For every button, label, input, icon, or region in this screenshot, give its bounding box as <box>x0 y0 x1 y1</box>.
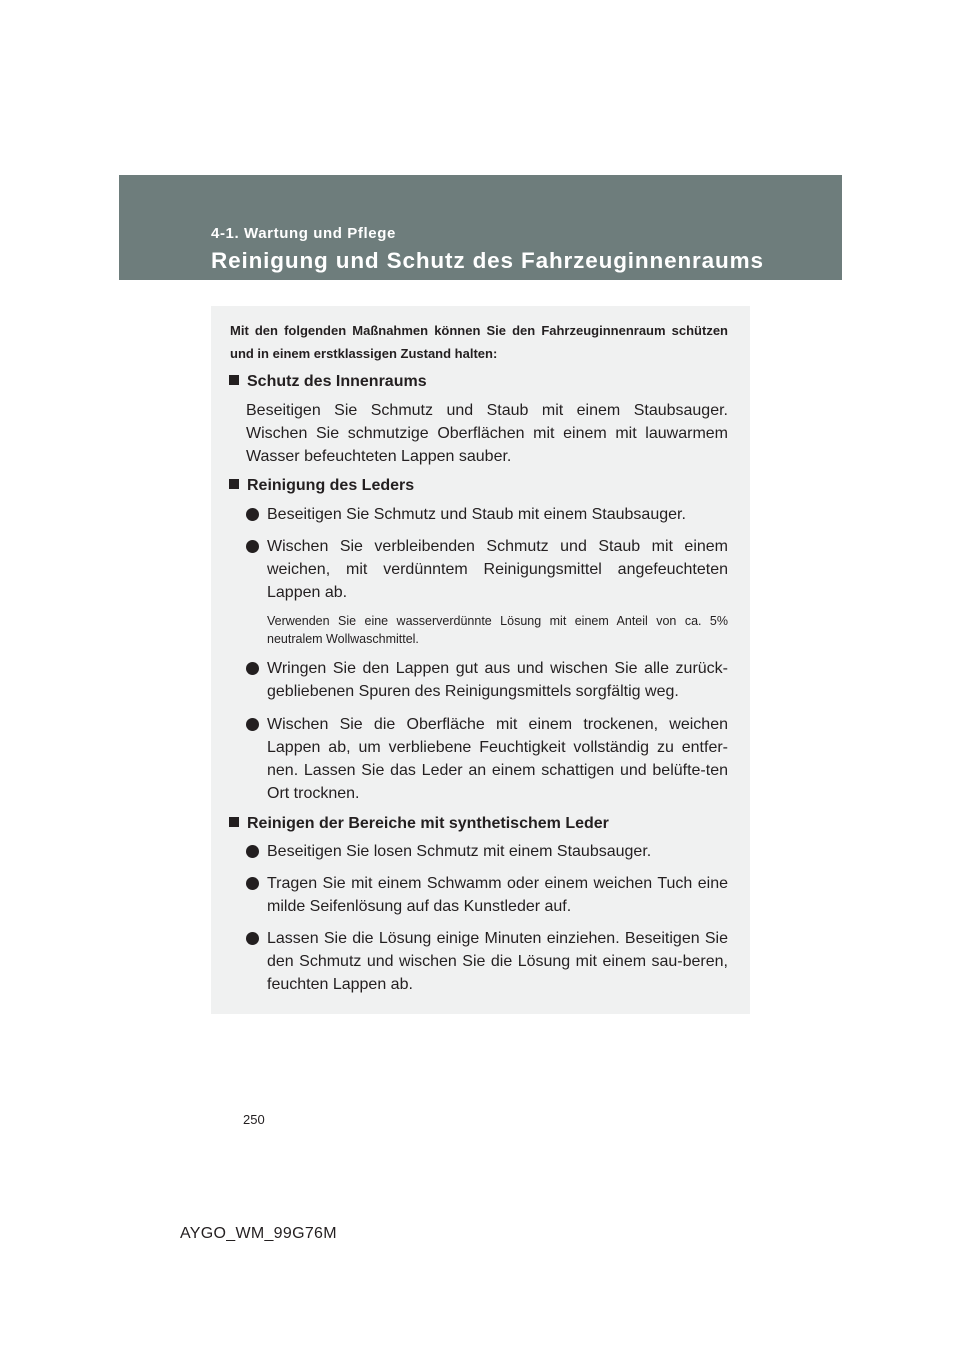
section-heading-label: Reinigung des Leders <box>247 477 415 494</box>
bullet-dot-icon <box>246 877 259 890</box>
section-heading-interior-protection <box>229 373 427 391</box>
list-item-text: Tragen Sie mit einem Schwamm oder einem weichen Tuch eine milde Seifenlösung auf das Kunstleder auf. <box>267 875 728 915</box>
list-item-text: Wringen Sie den Lappen gut aus und wischen Sie alle zurück-gebliebenen Spuren des Reinigungsmittels sorgfältig weg. <box>267 660 728 700</box>
square-bullet-icon <box>229 375 239 385</box>
section-text: Beseitigen Sie Schmutz und Staub mit einem Staubsauger. Wischen Sie schmutzige Oberflächen mit einem mit lauwarmem Wasser befeuchteten Lappen sauber. <box>246 402 728 465</box>
list-item-text: Wischen Sie verbleibenden Schmutz und Staub mit einem weichen, mit verdünntem Reinigungsmittel angefeuchteten Lappen ab. <box>267 538 728 601</box>
list-item-text: Beseitigen Sie Schmutz und Staub mit einem Staubsauger. <box>267 506 686 523</box>
document-code: AYGO_WM_99G76M <box>180 1225 337 1242</box>
list-item-text: Wischen Sie die Oberfläche mit einem trockenen, weichen Lappen ab, um verbliebene Feuchtigkeit vollständig zu entfer-nen. Lassen Sie das Leder an einem schattigen und belüfte-ten Ort trocknen. <box>267 716 728 802</box>
list-item-text: Beseitigen Sie losen Schmutz mit einem Staubsauger. <box>267 843 652 860</box>
section-label: 4-1. Wartung und Pflege <box>211 225 396 242</box>
list-item-text: Lassen Sie die Lösung einige Minuten einziehen. Beseitigen Sie den Schmutz und wischen Sie die Lösung mit einem sau-beren, feuchten Lappen ab. <box>267 930 728 993</box>
square-bullet-icon <box>229 817 239 827</box>
bullet-dot-icon <box>246 845 259 858</box>
section-heading-leather-cleaning <box>229 477 414 495</box>
square-bullet-icon <box>229 479 239 489</box>
bullet-dot-icon <box>246 932 259 945</box>
bullet-dot-icon <box>246 540 259 553</box>
section-heading-label: Reinigen der Bereiche mit synthetischem Leder <box>247 815 609 832</box>
bullet-dot-icon <box>246 508 259 521</box>
intro-text: Mit den folgenden Maßnahmen können Sie den Fahrzeuginnenraum schützen und in einem erstklassigen Zustand halten: <box>230 323 728 361</box>
bullet-dot-icon <box>246 718 259 731</box>
bullet-dot-icon <box>246 662 259 675</box>
section-heading-synthetic-leather <box>229 815 609 833</box>
section-heading-label: Schutz des Innenraums <box>247 373 427 390</box>
page-title: Reinigung und Schutz des Fahrzeuginnenraums <box>211 248 764 273</box>
page-number: 250 <box>243 1112 265 1127</box>
note-text: Verwenden Sie eine wasserverdünnte Lösung mit einem Anteil von ca. 5% neutralem Wollwaschmittel. <box>267 614 728 646</box>
